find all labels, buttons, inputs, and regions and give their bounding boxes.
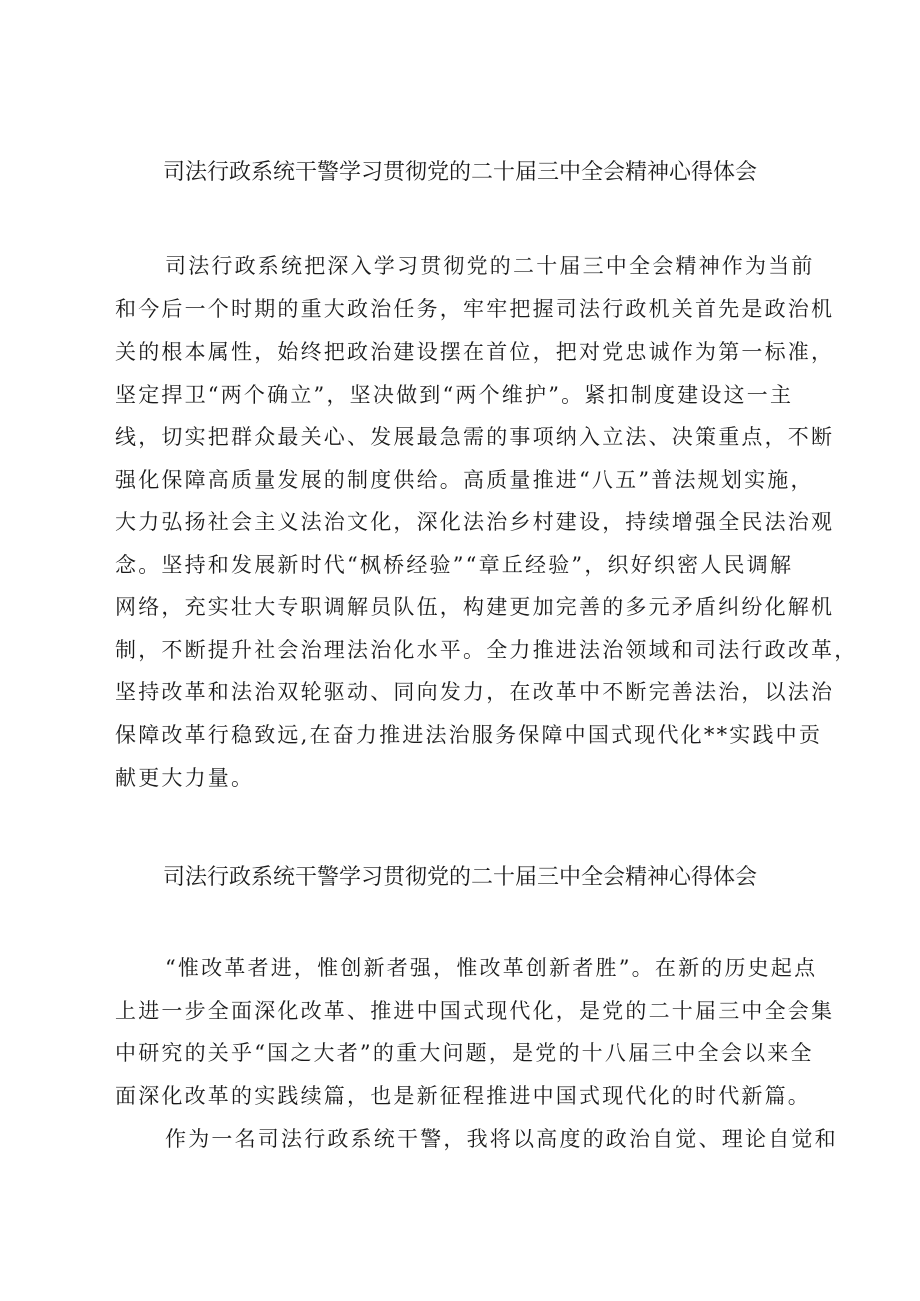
paragraph-line: 面深化改革的实践续篇，也是新征程推进中国式现代化的时代新篇。: [115, 1084, 811, 1108]
paragraph-line: 网络，充实壮大专职调解员队伍，构建更加完善的多元矛盾纠纷化解机: [115, 595, 835, 619]
section-2-title: 司法行政系统干警学习贯彻党的二十届三中全会精神心得体会: [162, 865, 757, 890]
paragraph-line: “惟改革者进，惟创新者强，惟改革创新者胜”。在新的历史起点: [165, 956, 818, 980]
paragraph-line: 献更大力量。: [115, 766, 255, 790]
paragraph-line: 强化保障高质量发展的制度供给。高质量推进“八五”普法规划实施，: [115, 468, 814, 492]
paragraph-line: 和今后一个时期的重大政治任务，牢牢把握司法行政机关首先是政治机: [115, 297, 835, 321]
paragraph-line: 保障改革行稳致远,在奋力推进法治服务保障中国式现代化**实践中贡: [115, 723, 823, 747]
paragraph-line: 关的根本属性，始终把政治建设摆在首位，把对党忠诚作为第一标准，: [115, 340, 835, 364]
paragraph-line: 中研究的关乎“国之大者”的重大问题，是党的十八届三中全会以来全: [115, 1041, 814, 1065]
paragraph-line: 作为一名司法行政系统干警，我将以高度的政治自觉、理论自觉和: [165, 1127, 838, 1151]
paragraph-line: 司法行政系统把深入学习贯彻党的二十届三中全会精神作为当前: [165, 254, 815, 278]
paragraph-line: 制，不断提升社会治理法治化水平。全力推进法治领域和司法行政改革，: [115, 638, 858, 662]
section-1-title: 司法行政系统干警学习贯彻党的二十届三中全会精神心得体会: [162, 160, 757, 185]
paragraph-line: 坚定捍卫“两个确立”，坚决做到“两个维护”。紧扣制度建设这一主: [115, 383, 794, 407]
paragraph-line: 坚持改革和法治双轮驱动、同向发力，在改革中不断完善法治，以法治: [115, 680, 835, 704]
paragraph-line: 念。坚持和发展新时代“枫桥经验”“章丘经验”，织好织密人民调解: [115, 553, 794, 577]
paragraph-line: 上进一步全面深化改革、推进中国式现代化，是党的二十届三中全会集: [115, 999, 835, 1023]
paragraph-line: 大力弘扬社会主义法治文化，深化法治乡村建设，持续增强全民法治观: [115, 510, 835, 534]
paragraph-line: 线，切实把群众最关心、发展最急需的事项纳入立法、决策重点，不断: [115, 425, 835, 449]
